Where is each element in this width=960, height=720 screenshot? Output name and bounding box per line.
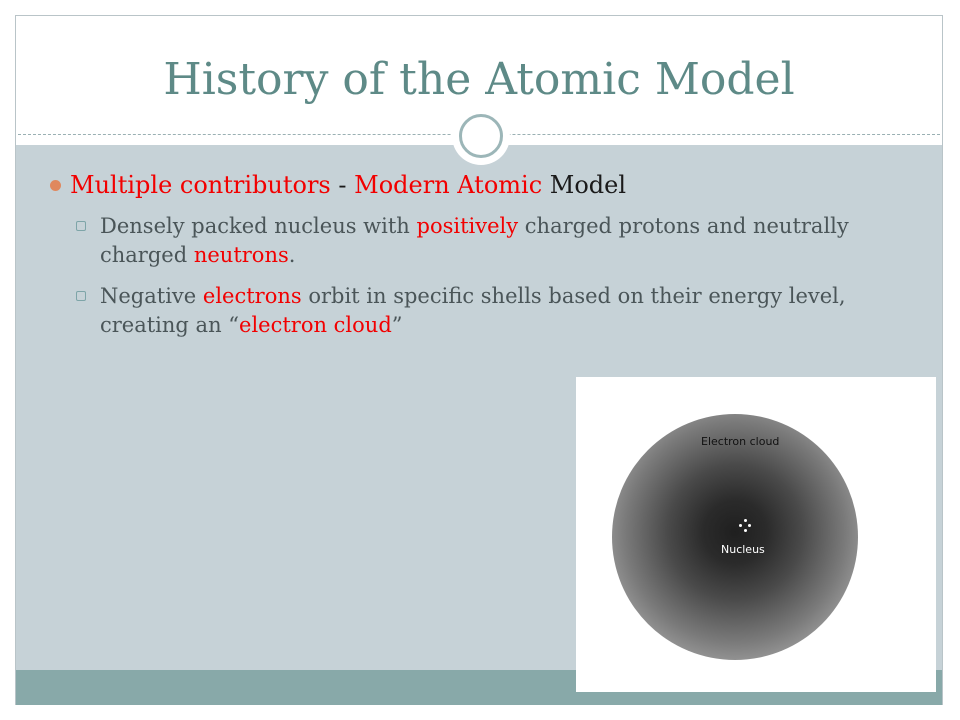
- sub2-t1: Negative: [100, 284, 203, 308]
- main-part3: Model: [542, 171, 627, 199]
- bullet-square-icon: [76, 291, 86, 301]
- bullet-square-icon: [76, 221, 86, 231]
- sub2-t3: orbit in specific shells based on their energy level, creating an “: [100, 284, 846, 337]
- nucleus-particles-icon: [739, 519, 753, 533]
- sub2-t5: ”: [391, 313, 403, 337]
- label-electron-cloud: Electron cloud: [701, 435, 780, 448]
- sub1-t4: neutrons: [193, 243, 289, 267]
- slide-title: History of the Atomic Model: [163, 54, 795, 105]
- sub1-t2: positively: [416, 214, 519, 238]
- bullet-list: [48, 168, 898, 352]
- ring-circle-icon: [459, 114, 503, 158]
- main-part1: Multiple contributors: [70, 171, 331, 199]
- electron-cloud-figure: [576, 377, 936, 692]
- bullet-dot-icon: [50, 180, 61, 191]
- sub1-t3: charged protons and neutrally charged: [100, 214, 849, 267]
- sub1-t1: Densely packed nucleus with: [100, 214, 417, 238]
- bullet-sub-2: [48, 282, 898, 340]
- sub2-t4: electron cloud: [239, 313, 392, 337]
- sub1-t5: .: [288, 243, 296, 267]
- bullet-sub-1: [48, 212, 898, 270]
- main-sep: -: [330, 171, 355, 199]
- main-part2: Modern Atomic: [354, 171, 543, 199]
- bullet-main: [48, 168, 898, 202]
- sub2-t2: electrons: [202, 284, 302, 308]
- electron-cloud-image: [612, 414, 858, 660]
- label-nucleus: Nucleus: [721, 543, 765, 556]
